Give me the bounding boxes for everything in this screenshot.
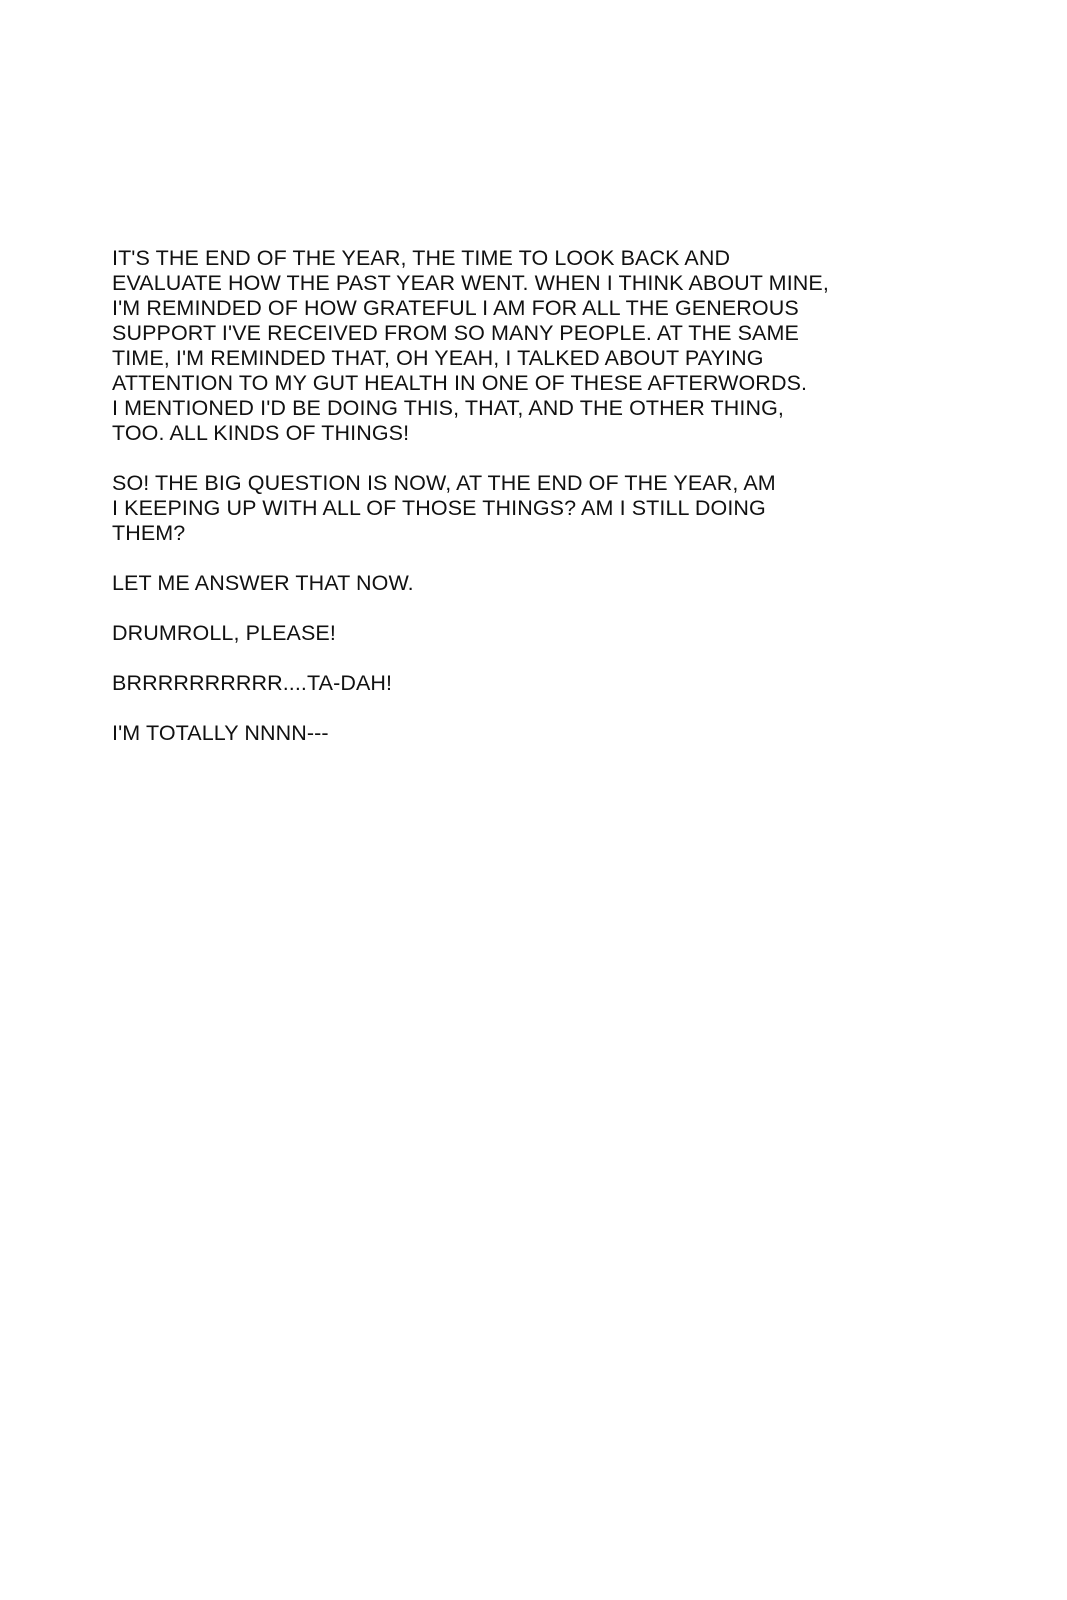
- text-line: ATTENTION TO MY GUT HEALTH IN ONE OF THESE AFTERWORDS.: [112, 371, 808, 395]
- paragraph-5: [112, 671, 912, 696]
- paragraph-2: [112, 471, 912, 546]
- paragraph-spacer: [112, 646, 912, 671]
- text-line: IT'S THE END OF THE YEAR, THE TIME TO LOOK BACK AND: [112, 246, 731, 270]
- paragraph-4: [112, 621, 912, 646]
- text-line: LET ME ANSWER THAT NOW.: [112, 571, 414, 595]
- paragraph-spacer: [112, 696, 912, 721]
- text-line: I MENTIONED I'D BE DOING THIS, THAT, AND THE OTHER THING,: [112, 396, 784, 420]
- text-line: DRUMROLL, PLEASE!: [112, 621, 336, 645]
- afterword-text: [112, 246, 912, 746]
- paragraph-6: [112, 721, 912, 746]
- text-line: THEM?: [112, 521, 186, 545]
- text-line: TOO. ALL KINDS OF THINGS!: [112, 421, 410, 445]
- text-line: I'M TOTALLY NNNN---: [112, 721, 329, 745]
- text-line: SO! THE BIG QUESTION IS NOW, AT THE END OF THE YEAR, AM: [112, 471, 776, 495]
- text-line: I KEEPING UP WITH ALL OF THOSE THINGS? AM I STILL DOING: [112, 496, 766, 520]
- text-line: TIME, I'M REMINDED THAT, OH YEAH, I TALKED ABOUT PAYING: [112, 346, 764, 370]
- text-line: EVALUATE HOW THE PAST YEAR WENT. WHEN I THINK ABOUT MINE,: [112, 271, 829, 295]
- paragraph-spacer: [112, 596, 912, 621]
- paragraph-1: [112, 246, 912, 446]
- paragraph-3: [112, 571, 912, 596]
- text-line: SUPPORT I'VE RECEIVED FROM SO MANY PEOPLE. AT THE SAME: [112, 321, 799, 345]
- paragraph-spacer: [112, 546, 912, 571]
- text-line: I'M REMINDED OF HOW GRATEFUL I AM FOR ALL THE GENEROUS: [112, 296, 799, 320]
- text-line: BRRRRRRRRRR....TA-DAH!: [112, 671, 393, 695]
- paragraph-spacer: [112, 446, 912, 471]
